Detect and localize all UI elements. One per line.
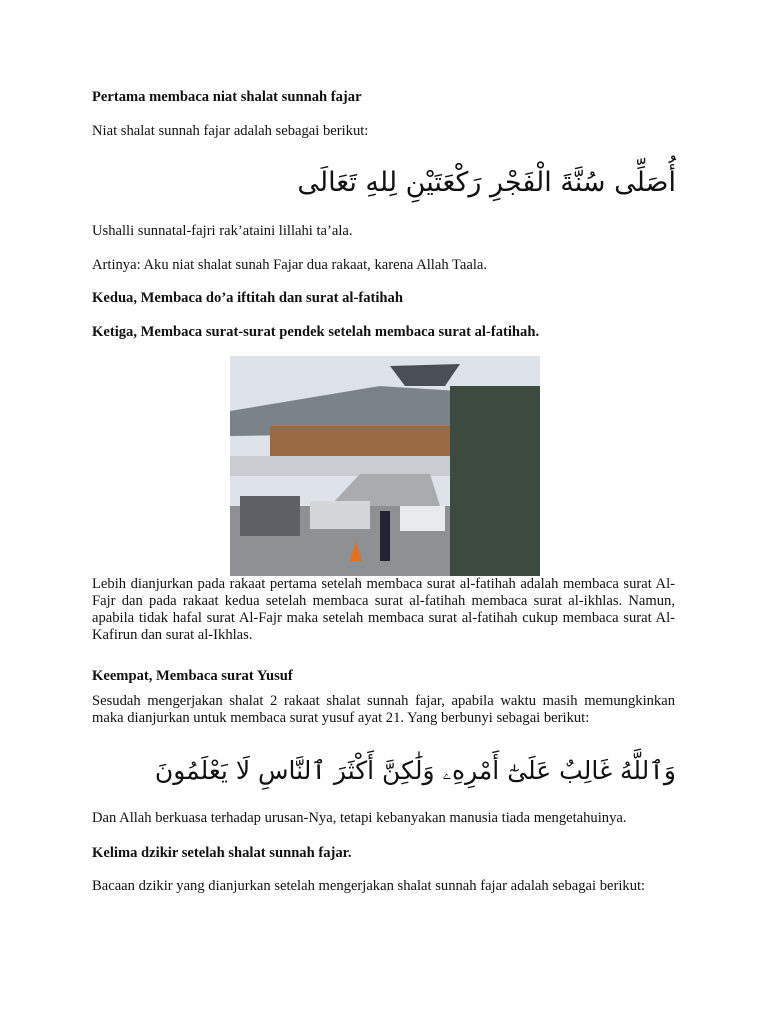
heading-pertama: Pertama membaca niat shalat sunnah fajar xyxy=(92,89,362,105)
arabic-yusuf-21: وَٱللَّهُ غَالِبٌ عَلَىٰٓ أَمْرِهِۦ وَلَٰكِنَّ أَكْثَرَ ٱلنَّاسِ لَا يَعْلَمُونَ xyxy=(154,756,676,785)
arabic-niat: أُصَلِّى سُنَّةَ الْفَجْرِ رَكْعَتَيْنِ لِلهِ تَعَالَى xyxy=(297,167,676,198)
heading-keempat: Keempat, Membaca surat Yusuf xyxy=(92,668,293,684)
paragraph-rakaat: Lebih dianjurkan pada rakaat pertama setelah membaca surat al-fatihah adalah membaca surat Al-Fajr dan pada rakaat kedua setelah membaca surat al-fatihah membaca surat al-ikhlas. Namun, apabila tidak hafal surat Al-Fajr maka setelah membaca surat al-fatihah cukup membaca surat Al-Kafirun dan surat al-Ikhlas. xyxy=(92,576,675,643)
heading-kelima: Kelima dzikir setelah shalat sunnah fajar. xyxy=(92,845,352,861)
paragraph-dzikir: Bacaan dzikir yang dianjurkan setelah mengerjakan shalat sunnah fajar adalah sebagai berikut: xyxy=(92,878,646,894)
paragraph-meaning: Dan Allah berkuasa terhadap urusan-Nya, tetapi kebanyakan manusia tiada mengetahuinya. xyxy=(92,810,627,826)
paragraph-yusuf: Sesudah mengerjakan shalat 2 rakaat shalat sunnah fajar, apabila waktu masih memungkinkan maka dianjurkan untuk membaca surat yusuf ayat 21. Yang berbunyi sebagai berikut: xyxy=(92,693,675,726)
paragraph-artinya: Artinya: Aku niat shalat sunah Fajar dua rakaat, karena Allah Taala. xyxy=(92,257,488,273)
heading-kedua: Kedua, Membaca do’a iftitah dan surat al-fatihah xyxy=(92,290,403,306)
heading-ketiga: Ketiga, Membaca surat-surat pendek setelah membaca surat al-fatihah. xyxy=(92,324,540,340)
mosque-photo xyxy=(230,356,540,576)
paragraph-niat: Niat shalat sunnah fajar adalah sebagai berikut: xyxy=(92,123,369,139)
transliteration: Ushalli sunnatal-fajri rak’ataini lillahi ta’ala. xyxy=(92,223,353,239)
mosque-photo-illustration xyxy=(230,356,540,576)
